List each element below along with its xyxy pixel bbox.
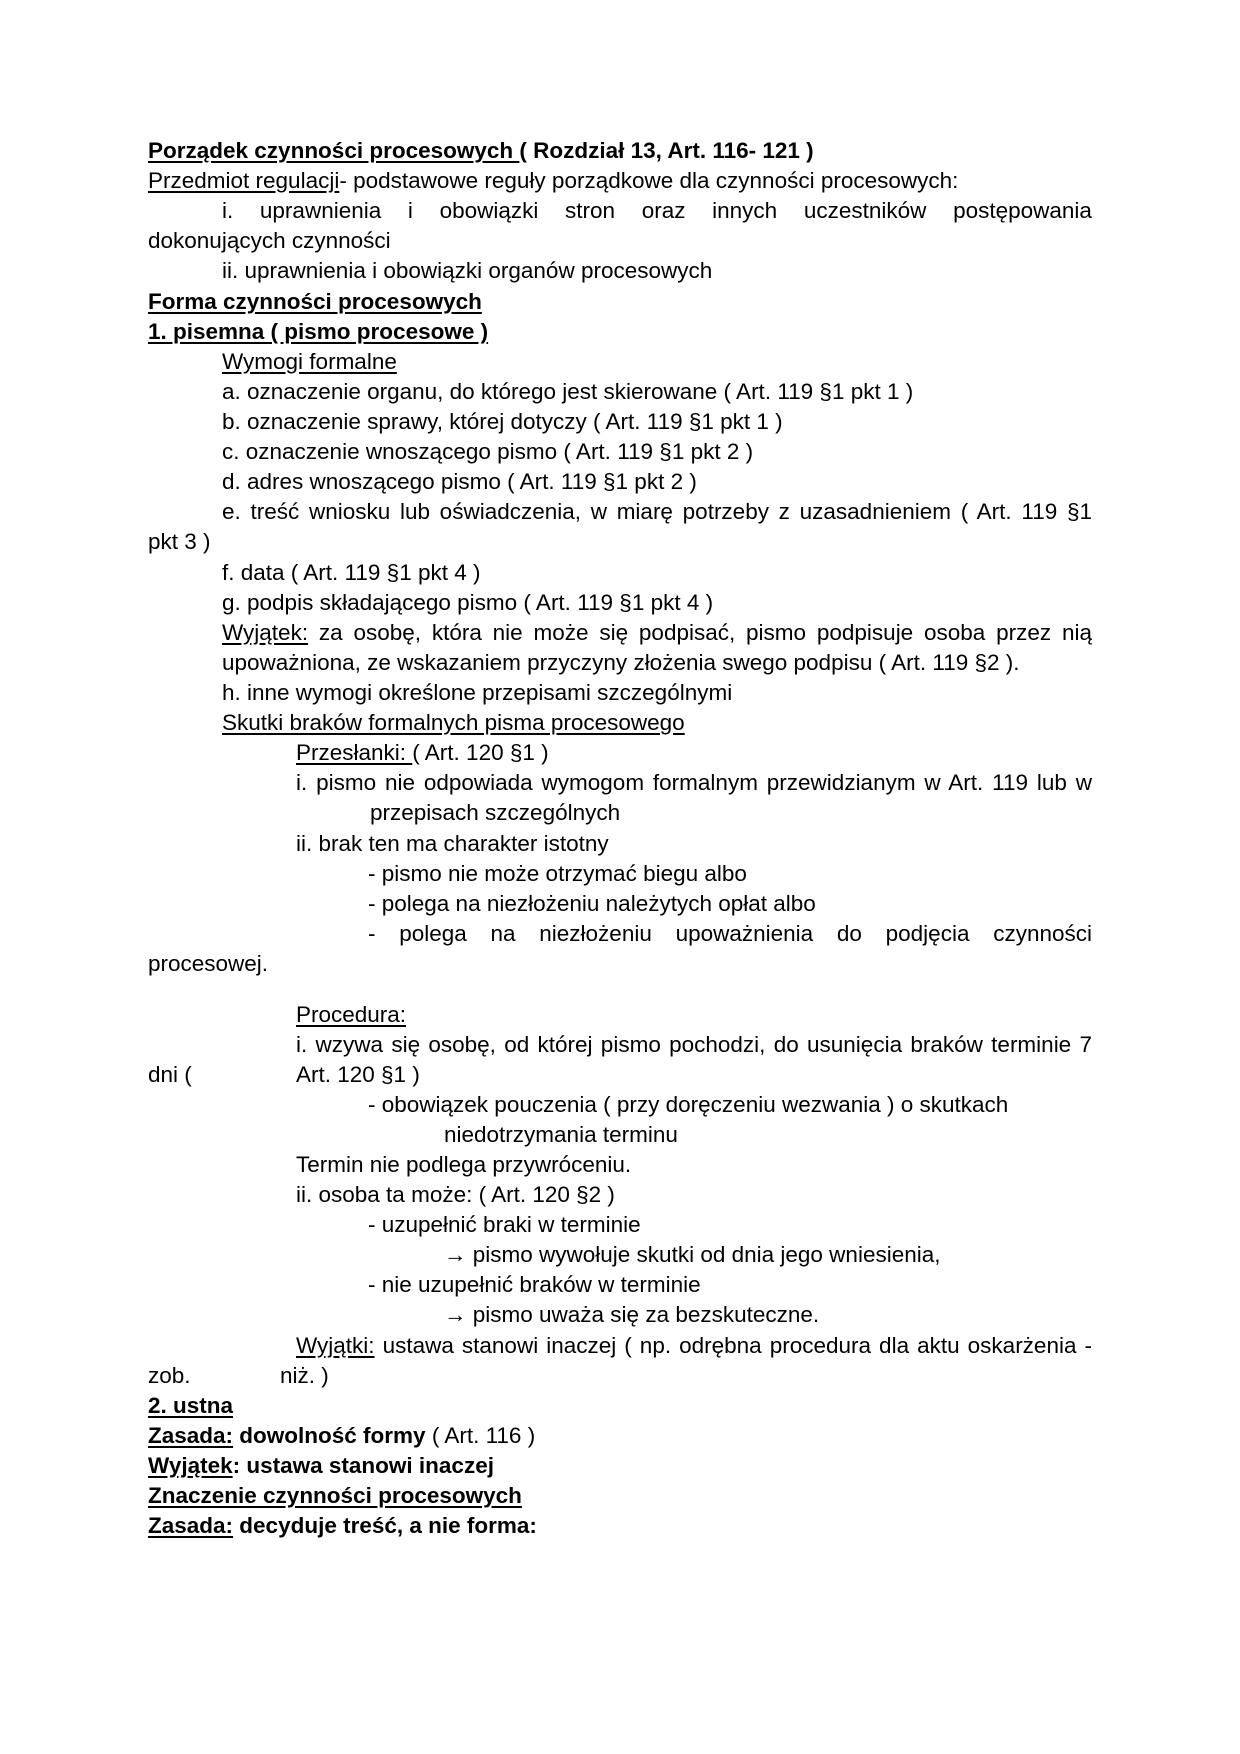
wymog-b: b. oznaczenie sprawy, której dotyczy ( Art. 119 §1 pkt 1 ) <box>222 409 783 434</box>
wyjatek-label: Wyjątek: <box>222 620 309 645</box>
wymog-e: e. treść wniosku lub oświadczenia, w miarę potrzeby z uzasadnieniem ( Art. 119 §1 <box>222 499 1092 524</box>
word: obowiązki <box>439 198 539 223</box>
uzupelnic-line: - uzupełnić braki w terminie <box>368 1212 641 1237</box>
wymog-f: f. data ( Art. 119 §1 pkt 4 ) <box>222 560 481 585</box>
termin-line: Termin nie podlega przywróceniu. <box>296 1152 632 1177</box>
przeslanki-dash-3-cont: procesowej. <box>148 951 269 976</box>
znaczenie-heading: Znaczenie czynności procesowych <box>148 1483 522 1508</box>
przeslanki-ii: ii. brak ten ma charakter istotny <box>296 831 609 856</box>
procedura-i: i. wzywa się osobę, od której pismo pochodzi, do usunięcia braków terminie 7 <box>296 1032 1092 1057</box>
wymogi-heading: Wymogi formalne <box>222 349 397 374</box>
przeslanki-i-cont: przepisach szczególnych <box>370 800 621 825</box>
title-reference: ( Rozdział 13, Art. 116- 121 ) <box>519 138 814 163</box>
procedura-heading: Procedura: <box>296 1002 407 1027</box>
word: i. <box>222 198 234 223</box>
wyjatek-line <box>222 618 1092 648</box>
wyjatek-2-text: : ustawa stanowi inaczej <box>232 1453 494 1478</box>
word: na <box>490 921 516 946</box>
przedmiot-line <box>148 166 958 196</box>
wyjatki-cont-left: zob. <box>148 1363 191 1388</box>
word: do <box>836 921 862 946</box>
wyjatki-line <box>296 1331 1092 1361</box>
nie-uzupelnic-result: → pismo uważa się za bezskuteczne. <box>444 1302 820 1327</box>
przeslanki-label: Przesłanki: <box>296 740 413 765</box>
zasada-2-text: decyduje treść, a nie forma: <box>233 1513 537 1538</box>
wymog-c: c. oznaczenie wnoszącego pismo ( Art. 119 §1 pkt 2 ) <box>222 439 754 464</box>
word: uczestników <box>803 198 927 223</box>
wyjatek-2-line <box>148 1451 494 1481</box>
przedmiot-item-i <box>222 196 1092 226</box>
word: upoważnienia <box>675 921 814 946</box>
word: podjęcia <box>885 921 970 946</box>
wymog-e-cont: pkt 3 ) <box>148 529 211 554</box>
word: uprawnienia <box>259 198 382 223</box>
ustna-heading: 2. ustna <box>148 1393 234 1418</box>
uzupelnic-result: → pismo wywołuje skutki od dnia jego wniesienia, <box>444 1242 941 1267</box>
procedura-i-cont-right: Art. 120 §1 ) <box>296 1062 420 1087</box>
word: niezłożeniu <box>539 921 652 946</box>
zasada-1-bold: dowolność formy <box>233 1423 426 1448</box>
word: stron <box>565 198 616 223</box>
procedura-dash-1-cont: niedotrzymania terminu <box>444 1122 678 1147</box>
przeslanki-i: i. pismo nie odpowiada wymogom formalnym przewidzianym w Art. 119 lub w <box>296 770 1092 795</box>
wyjatki-cont-right: niż. ) <box>280 1363 329 1388</box>
przeslanki-dash-2: - polega na niezłożeniu należytych opłat albo <box>368 891 816 916</box>
zasada-1-label: Zasada: <box>148 1423 234 1448</box>
wyjatek-cont: upoważniona, ze wskazaniem przyczyny złożenia swego podpisu ( Art. 119 §2 ). <box>222 650 1020 675</box>
wyjatki-label: Wyjątki: <box>296 1333 375 1358</box>
zasada-2-label: Zasada: <box>148 1513 234 1538</box>
forma-heading: Forma czynności procesowych <box>148 289 482 314</box>
wyjatek-text: za osobę, która nie może się podpisać, pismo podpisuje osoba przez nią <box>308 620 1092 645</box>
wymog-g: g. podpis składającego pismo ( Art. 119 §1 pkt 4 ) <box>222 590 714 615</box>
word: oraz <box>641 198 686 223</box>
procedura-ii: ii. osoba ta może: ( Art. 120 §2 ) <box>296 1182 615 1207</box>
pisemna-heading: 1. pisemna ( pismo procesowe ) <box>148 319 489 344</box>
przedmiot-label: Przedmiot regulacji <box>148 168 340 193</box>
word: czynności <box>993 921 1092 946</box>
wymog-a: a. oznaczenie organu, do którego jest skierowane ( Art. 119 §1 pkt 1 ) <box>222 379 914 404</box>
word: innych <box>712 198 778 223</box>
word: i <box>407 198 413 223</box>
word: - <box>368 921 376 946</box>
wymog-d: d. adres wnoszącego pismo ( Art. 119 §1 pkt 2 ) <box>222 469 697 494</box>
nie-uzupelnic-line: - nie uzupełnić braków w terminie <box>368 1272 701 1297</box>
przedmiot-text: - podstawowe reguły porządkowe dla czynności procesowych: <box>339 168 959 193</box>
przedmiot-item-ii: ii. uprawnienia i obowiązki organów procesowych <box>222 258 713 283</box>
zasada-1-ref: ( Art. 116 ) <box>425 1423 536 1448</box>
przeslanki-dash-1: - pismo nie może otrzymać biegu albo <box>368 861 747 886</box>
procedura-dash-1: - obowiązek pouczenia ( przy doręczeniu wezwania ) o skutkach <box>368 1092 1009 1117</box>
wyjatki-text: ustawa stanowi inaczej ( np. odrębna procedura dla aktu oskarżenia - <box>374 1333 1092 1358</box>
skutki-heading: Skutki braków formalnych pisma procesowego <box>222 710 685 735</box>
title-main: Porządek czynności procesowych <box>148 138 520 163</box>
procedura-i-cont-left: dni ( <box>148 1062 192 1087</box>
zasada-2-line <box>148 1511 537 1541</box>
page-title <box>148 136 814 166</box>
przeslanki-dash-3 <box>368 919 1092 949</box>
przeslanki-ref: ( Art. 120 §1 ) <box>412 740 549 765</box>
wymog-h: h. inne wymogi określone przepisami szczególnymi <box>222 680 733 705</box>
zasada-1-line <box>148 1421 535 1451</box>
przedmiot-item-i-cont: dokonujących czynności <box>148 228 391 253</box>
wyjatek-2-label: Wyjątek <box>148 1453 233 1478</box>
przeslanki-line <box>296 738 549 768</box>
word: polega <box>399 921 467 946</box>
word: postępowania <box>953 198 1092 223</box>
